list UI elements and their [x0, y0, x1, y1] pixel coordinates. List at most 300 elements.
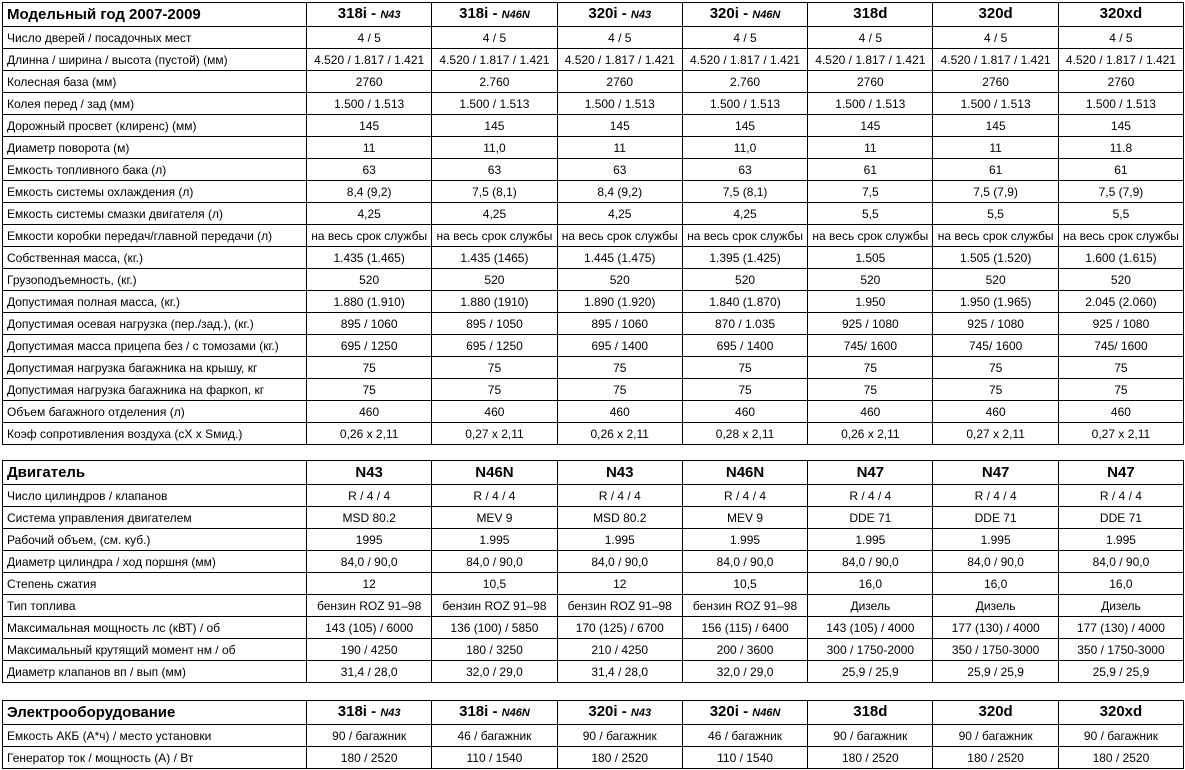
cell-value: на весь срок службы [682, 225, 807, 247]
cell-value: 895 / 1060 [307, 313, 432, 335]
model-engine-code: N43 [630, 9, 652, 21]
cell-value: 32,0 / 29,0 [432, 661, 557, 683]
table-row [3, 225, 1184, 247]
table-row [3, 595, 1184, 617]
cell-value: 5,5 [1058, 203, 1183, 225]
cell-value: 520 [933, 269, 1058, 291]
cell-value: 2760 [307, 71, 432, 93]
row-label: Тип топлива [3, 595, 307, 617]
table-row [3, 507, 1184, 529]
row-label: Коэф сопротивления воздуха (сХ х Sмид.) [3, 423, 307, 445]
row-label: Максимальный крутящий момент нм / об [3, 639, 307, 661]
row-label: Емкости коробки передач/главной передачи (л) [3, 225, 307, 247]
cell-value: 1.950 [808, 291, 933, 313]
cell-value: 925 / 1080 [933, 313, 1058, 335]
cell-value: 12 [557, 573, 682, 595]
cell-value: 4.520 / 1.817 / 1.421 [307, 49, 432, 71]
cell-value: 75 [307, 357, 432, 379]
cell-value: 75 [432, 357, 557, 379]
cell-value: 0,26 x 2,11 [808, 423, 933, 445]
cell-value: 75 [808, 379, 933, 401]
cell-value: 145 [1058, 115, 1183, 137]
table-row [3, 401, 1184, 423]
cell-value: 4 / 5 [808, 27, 933, 49]
cell-value: DDE 71 [808, 507, 933, 529]
cell-value: 1.600 (1.615) [1058, 247, 1183, 269]
cell-value: 75 [933, 379, 1058, 401]
cell-value: 695 / 1400 [682, 335, 807, 357]
header-row [3, 701, 1184, 725]
cell-value: бензин ROZ 91–98 [432, 595, 557, 617]
cell-value: 300 / 1750-2000 [808, 639, 933, 661]
cell-value: 75 [557, 357, 682, 379]
row-label: Допустимая полная масса, (кг.) [3, 291, 307, 313]
row-label: Емкость системы охлаждения (л) [3, 181, 307, 203]
cell-value: 84,0 / 90,0 [557, 551, 682, 573]
model-header [682, 701, 807, 725]
engine-code-header: N43 [307, 461, 432, 485]
cell-value: 1.995 [682, 529, 807, 551]
model-header [933, 701, 1058, 725]
cell-value: 84,0 / 90,0 [933, 551, 1058, 573]
table-row [3, 93, 1184, 115]
model-header [557, 3, 682, 27]
cell-value: 4,25 [307, 203, 432, 225]
cell-value: 1.880 (1.910) [307, 291, 432, 313]
model-header [933, 3, 1058, 27]
cell-value: 12 [307, 573, 432, 595]
cell-value: 2760 [808, 71, 933, 93]
model-engine-code: N46N [752, 9, 781, 21]
cell-value: 5,5 [808, 203, 933, 225]
cell-value: 925 / 1080 [808, 313, 933, 335]
cell-value: 11 [933, 137, 1058, 159]
model-sep: - [617, 5, 631, 22]
cell-value: 11 [557, 137, 682, 159]
electrical-body [3, 701, 1184, 769]
cell-value: 75 [808, 357, 933, 379]
cell-value: 2760 [933, 71, 1058, 93]
cell-value: 90 / багажник [557, 725, 682, 747]
cell-value: 4.520 / 1.817 / 1.421 [682, 49, 807, 71]
cell-value: 136 (100) / 5850 [432, 617, 557, 639]
row-label: Собственная масса, (кг.) [3, 247, 307, 269]
row-label: Диаметр клапанов вп / вып (мм) [3, 661, 307, 683]
cell-value: 25,9 / 25,9 [933, 661, 1058, 683]
cell-value: 460 [808, 401, 933, 423]
cell-value: 63 [307, 159, 432, 181]
model-sep: - [488, 5, 502, 22]
cell-value: 25,9 / 25,9 [808, 661, 933, 683]
cell-value: 75 [933, 357, 1058, 379]
row-label: Диаметр поворота (м) [3, 137, 307, 159]
engine-code-header: N46N [432, 461, 557, 485]
table-row [3, 639, 1184, 661]
cell-value: 695 / 1250 [432, 335, 557, 357]
row-label: Колесная база (мм) [3, 71, 307, 93]
cell-value: 110 / 1540 [682, 747, 807, 769]
row-label: Число цилиндров / клапанов [3, 485, 307, 507]
cell-value: 745/ 1600 [1058, 335, 1183, 357]
cell-value: 145 [682, 115, 807, 137]
model-name: 318i [459, 703, 489, 720]
cell-value: 90 / багажник [307, 725, 432, 747]
cell-value: 46 / багажник [682, 725, 807, 747]
cell-value: 84,0 / 90,0 [307, 551, 432, 573]
table-row [3, 357, 1184, 379]
cell-value: 11,0 [682, 137, 807, 159]
cell-value: 16,0 [933, 573, 1058, 595]
cell-value: 520 [808, 269, 933, 291]
model-name: 320i [588, 703, 618, 720]
cell-value: 63 [682, 159, 807, 181]
cell-value: 180 / 2520 [933, 747, 1058, 769]
cell-value: на весь срок службы [933, 225, 1058, 247]
cell-value: DDE 71 [1058, 507, 1183, 529]
cell-value: 31,4 / 28,0 [557, 661, 682, 683]
cell-value: R / 4 / 4 [682, 485, 807, 507]
cell-value: 75 [1058, 379, 1183, 401]
cell-value: 1.995 [933, 529, 1058, 551]
model-engine-code: N46N [501, 707, 530, 719]
cell-value: 1.880 (1910) [432, 291, 557, 313]
cell-value: 1.500 / 1.513 [682, 93, 807, 115]
cell-value: 745/ 1600 [808, 335, 933, 357]
cell-value: 4,25 [432, 203, 557, 225]
cell-value: 7,5 (7,9) [933, 181, 1058, 203]
cell-value: на весь срок службы [307, 225, 432, 247]
table-row [3, 551, 1184, 573]
cell-value: 32,0 / 29,0 [682, 661, 807, 683]
cell-value: 1.395 (1.425) [682, 247, 807, 269]
row-label: Емкость системы смазки двигателя (л) [3, 203, 307, 225]
electrical-table [2, 700, 1184, 769]
cell-value: 2760 [1058, 71, 1183, 93]
table-row [3, 617, 1184, 639]
cell-value: 460 [307, 401, 432, 423]
cell-value: 460 [1058, 401, 1183, 423]
cell-value: 75 [1058, 357, 1183, 379]
model-name: 320d [978, 5, 1013, 22]
cell-value: 75 [682, 357, 807, 379]
cell-value: 1.995 [808, 529, 933, 551]
model-sep: - [366, 703, 381, 720]
cell-value: MSD 80.2 [557, 507, 682, 529]
cell-value: 1.950 (1.965) [933, 291, 1058, 313]
cell-value: 0,26 x 2,11 [307, 423, 432, 445]
cell-value: 10,5 [432, 573, 557, 595]
cell-value: 90 / багажник [808, 725, 933, 747]
model-name: 318d [853, 5, 888, 22]
row-label: Максимальная мощность лс (кВТ) / об [3, 617, 307, 639]
cell-value: 143 (105) / 6000 [307, 617, 432, 639]
table-row [3, 203, 1184, 225]
cell-value: 4 / 5 [557, 27, 682, 49]
cell-value: 460 [682, 401, 807, 423]
cell-value: R / 4 / 4 [1058, 485, 1183, 507]
cell-value: 1.505 (1.520) [933, 247, 1058, 269]
cell-value: 46 / багажник [432, 725, 557, 747]
cell-value: 1.500 / 1.513 [307, 93, 432, 115]
cell-value: 1.505 [808, 247, 933, 269]
model-engine-code: N43 [380, 707, 401, 719]
row-label: Степень сжатия [3, 573, 307, 595]
table-row [3, 27, 1184, 49]
table-row [3, 747, 1184, 769]
cell-value: 4 / 5 [432, 27, 557, 49]
cell-value: бензин ROZ 91–98 [557, 595, 682, 617]
engine-table [2, 460, 1184, 683]
row-label: Число дверей / посадочных мест [3, 27, 307, 49]
cell-value: 4 / 5 [1058, 27, 1183, 49]
table-row [3, 71, 1184, 93]
cell-value: 520 [432, 269, 557, 291]
cell-value: 110 / 1540 [432, 747, 557, 769]
table-row [3, 423, 1184, 445]
cell-value: 0,27 x 2,11 [933, 423, 1058, 445]
row-label: Объем багажного отделения (л) [3, 401, 307, 423]
cell-value: 145 [307, 115, 432, 137]
engine-body [3, 461, 1184, 683]
model-name: 320i [709, 5, 739, 22]
cell-value: на весь срок службы [1058, 225, 1183, 247]
cell-value: на весь срок службы [808, 225, 933, 247]
cell-value: 190 / 4250 [307, 639, 432, 661]
cell-value: 11.8 [1058, 137, 1183, 159]
model-engine-code: N46N [501, 9, 530, 21]
table-row [3, 49, 1184, 71]
cell-value: 75 [432, 379, 557, 401]
cell-value: MEV 9 [432, 507, 557, 529]
table-row [3, 269, 1184, 291]
cell-value: 145 [557, 115, 682, 137]
row-label: Грузоподъемность, (кг.) [3, 269, 307, 291]
cell-value: R / 4 / 4 [557, 485, 682, 507]
model-name: 318i [337, 5, 367, 22]
cell-value: 4 / 5 [933, 27, 1058, 49]
cell-value: 143 (105) / 4000 [808, 617, 933, 639]
cell-value: 460 [933, 401, 1058, 423]
cell-value: 1.500 / 1.513 [1058, 93, 1183, 115]
model-header [307, 701, 432, 725]
model-header [682, 3, 807, 27]
model-name: 320i [588, 5, 618, 22]
cell-value: 7,5 [808, 181, 933, 203]
dimensions-body [3, 3, 1184, 445]
cell-value: 31,4 / 28,0 [307, 661, 432, 683]
cell-value: 350 / 1750-3000 [933, 639, 1058, 661]
model-header [808, 701, 933, 725]
cell-value: 16,0 [1058, 573, 1183, 595]
section-title: Электрооборудование [3, 701, 307, 725]
model-header [307, 3, 432, 27]
row-label: Допустимая нагрузка багажника на крышу, кг [3, 357, 307, 379]
cell-value: 1.890 (1.920) [557, 291, 682, 313]
cell-value: 1.435 (1465) [432, 247, 557, 269]
engine-code-header: N47 [808, 461, 933, 485]
cell-value: 460 [557, 401, 682, 423]
model-engine-code: N43 [630, 707, 652, 719]
cell-value: 520 [307, 269, 432, 291]
row-label: Емкость АКБ (А*ч) / место установки [3, 725, 307, 747]
cell-value: на весь срок службы [432, 225, 557, 247]
model-name: 320d [978, 703, 1013, 720]
table-row [3, 335, 1184, 357]
cell-value: 11 [307, 137, 432, 159]
model-sep: - [488, 703, 502, 720]
cell-value: 7,5 (8,1) [432, 181, 557, 203]
cell-value: 8,4 (9,2) [557, 181, 682, 203]
cell-value: 895 / 1050 [432, 313, 557, 335]
cell-value: 2.045 (2.060) [1058, 291, 1183, 313]
cell-value: 1.445 (1.475) [557, 247, 682, 269]
section-title: Двигатель [3, 461, 307, 485]
cell-value: 7,5 (7,9) [1058, 181, 1183, 203]
model-engine-code: N43 [380, 9, 401, 21]
cell-value: R / 4 / 4 [432, 485, 557, 507]
cell-value: 870 / 1.035 [682, 313, 807, 335]
table-row [3, 529, 1184, 551]
row-label: Рабочий объем, (см. куб.) [3, 529, 307, 551]
cell-value: 2760 [557, 71, 682, 93]
cell-value: 84,0 / 90,0 [432, 551, 557, 573]
cell-value: 4.520 / 1.817 / 1.421 [432, 49, 557, 71]
cell-value: DDE 71 [933, 507, 1058, 529]
cell-value: 180 / 2520 [307, 747, 432, 769]
cell-value: 520 [1058, 269, 1183, 291]
cell-value: 8,4 (9,2) [307, 181, 432, 203]
model-header [432, 3, 557, 27]
table-row [3, 313, 1184, 335]
cell-value: 1.500 / 1.513 [933, 93, 1058, 115]
cell-value: 4 / 5 [307, 27, 432, 49]
cell-value: 63 [432, 159, 557, 181]
row-label: Длинна / ширина / высота (пустой) (мм) [3, 49, 307, 71]
cell-value: 170 (125) / 6700 [557, 617, 682, 639]
model-name: 320xd [1099, 5, 1143, 22]
model-sep: - [738, 5, 753, 22]
cell-value: 1.995 [432, 529, 557, 551]
cell-value: 895 / 1060 [557, 313, 682, 335]
cell-value: на весь срок службы [557, 225, 682, 247]
cell-value: 1995 [307, 529, 432, 551]
table-row [3, 725, 1184, 747]
cell-value: 2.760 [432, 71, 557, 93]
cell-value: 145 [933, 115, 1058, 137]
cell-value: 10,5 [682, 573, 807, 595]
header-row [3, 3, 1184, 27]
cell-value: MEV 9 [682, 507, 807, 529]
row-label: Допустимая осевая нагрузка (пер./зад.), (кг.) [3, 313, 307, 335]
cell-value: 0,28 x 2,11 [682, 423, 807, 445]
cell-value: 156 (115) / 6400 [682, 617, 807, 639]
row-label: Генератор ток / мощность (А) / Вт [3, 747, 307, 769]
row-label: Диаметр цилиндра / ход поршня (мм) [3, 551, 307, 573]
row-label: Допустимая нагрузка багажника на фаркоп, кг [3, 379, 307, 401]
cell-value: 0,26 x 2,11 [557, 423, 682, 445]
cell-value: 61 [808, 159, 933, 181]
table-row [3, 573, 1184, 595]
row-label: Емкость топливного бака (л) [3, 159, 307, 181]
table-row [3, 485, 1184, 507]
cell-value: 16,0 [808, 573, 933, 595]
cell-value: 61 [1058, 159, 1183, 181]
model-name: 318d [853, 703, 888, 720]
cell-value: 1.840 (1.870) [682, 291, 807, 313]
cell-value: бензин ROZ 91–98 [307, 595, 432, 617]
table-row [3, 181, 1184, 203]
cell-value: 84,0 / 90,0 [682, 551, 807, 573]
cell-value: Дизель [808, 595, 933, 617]
cell-value: 180 / 3250 [432, 639, 557, 661]
cell-value: 925 / 1080 [1058, 313, 1183, 335]
cell-value: 75 [307, 379, 432, 401]
cell-value: 4.520 / 1.817 / 1.421 [933, 49, 1058, 71]
cell-value: 745/ 1600 [933, 335, 1058, 357]
cell-value: 84,0 / 90,0 [808, 551, 933, 573]
cell-value: 4,25 [682, 203, 807, 225]
cell-value: 0,27 x 2,11 [432, 423, 557, 445]
cell-value: 210 / 4250 [557, 639, 682, 661]
model-header [432, 701, 557, 725]
table-row [3, 137, 1184, 159]
cell-value: Дизель [1058, 595, 1183, 617]
engine-code-header: N43 [557, 461, 682, 485]
model-name: 320xd [1099, 703, 1143, 720]
cell-value: 75 [557, 379, 682, 401]
cell-value: 1.995 [557, 529, 682, 551]
model-sep: - [366, 5, 381, 22]
cell-value: 11,0 [432, 137, 557, 159]
cell-value: 4.520 / 1.817 / 1.421 [557, 49, 682, 71]
cell-value: 4,25 [557, 203, 682, 225]
cell-value: 84,0 / 90,0 [1058, 551, 1183, 573]
cell-value: 90 / багажник [1058, 725, 1183, 747]
cell-value: 1.435 (1.465) [307, 247, 432, 269]
model-name: 318i [337, 703, 367, 720]
header-row [3, 461, 1184, 485]
model-name: 318i [459, 5, 489, 22]
section-title: Модельный год 2007-2009 [3, 3, 307, 27]
row-label: Допустимая масса прицепа без / с томозами (кг.) [3, 335, 307, 357]
model-sep: - [738, 703, 753, 720]
model-header [808, 3, 933, 27]
cell-value: 180 / 2520 [808, 747, 933, 769]
table-row [3, 291, 1184, 313]
cell-value: 695 / 1400 [557, 335, 682, 357]
cell-value: 7,5 (8,1) [682, 181, 807, 203]
table-row [3, 247, 1184, 269]
table-row [3, 159, 1184, 181]
cell-value: 177 (130) / 4000 [933, 617, 1058, 639]
row-label: Система управления двигателем [3, 507, 307, 529]
cell-value: 61 [933, 159, 1058, 181]
cell-value: 5,5 [933, 203, 1058, 225]
cell-value: 145 [432, 115, 557, 137]
cell-value: 1.500 / 1.513 [557, 93, 682, 115]
model-engine-code: N46N [752, 707, 781, 719]
cell-value: 695 / 1250 [307, 335, 432, 357]
cell-value: 4.520 / 1.817 / 1.421 [1058, 49, 1183, 71]
cell-value: 4 / 5 [682, 27, 807, 49]
cell-value: 25,9 / 25,9 [1058, 661, 1183, 683]
table-row [3, 379, 1184, 401]
cell-value: 180 / 2520 [557, 747, 682, 769]
cell-value: 520 [557, 269, 682, 291]
cell-value: Дизель [933, 595, 1058, 617]
cell-value: 350 / 1750-3000 [1058, 639, 1183, 661]
engine-code-header: N46N [682, 461, 807, 485]
